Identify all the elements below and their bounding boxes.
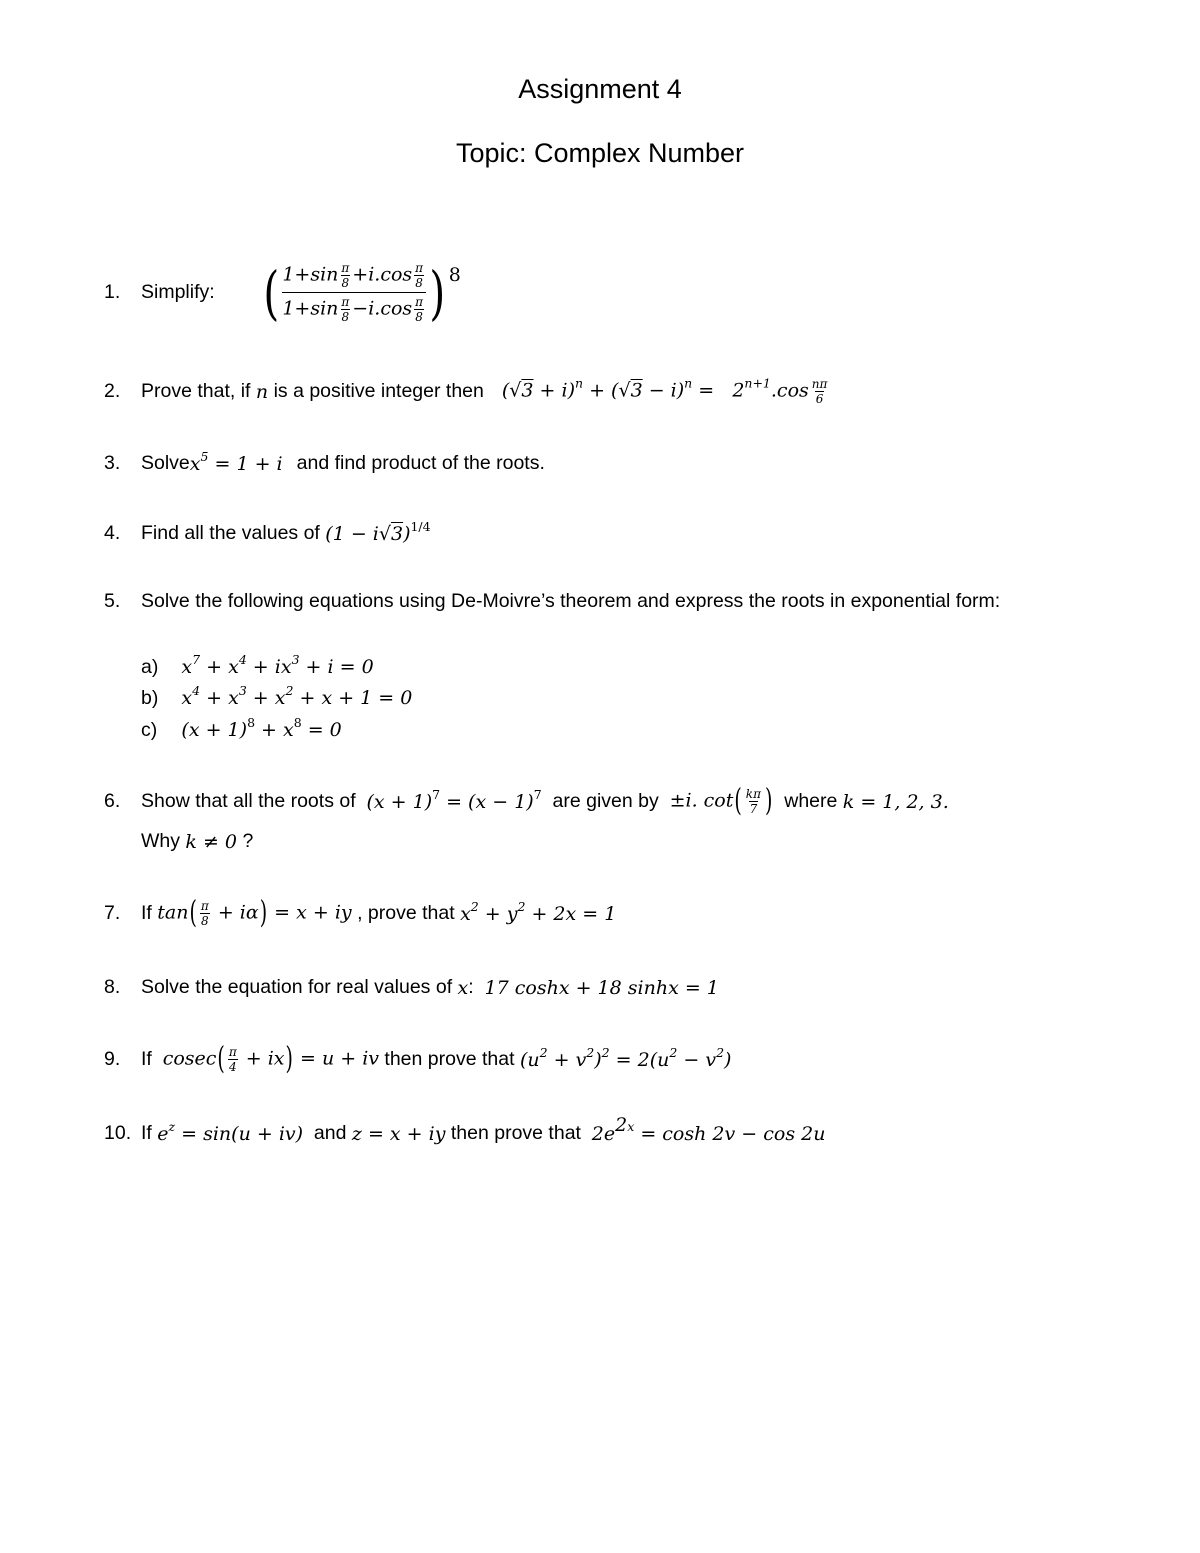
question-number: 6. — [104, 790, 121, 812]
question-3: 3. Solve $x^5 = 1 + i$ and find product of the roots. — [104, 448, 545, 475]
question-number: 1. — [104, 281, 121, 303]
equation: $(√3 + i)^n + (√3 - i)^n = 2^{n+1}.\cos$ $\frac{n\pi}{6}$ — [501, 375, 828, 406]
question-5-part-c: c) $(x + 1)^8 + x^8 = 0$ — [141, 715, 342, 741]
question-6: 6. Show that all the roots of $(x + 1)^7 = (x - 1)^7$ are given by ±i. cot( $\frac{k\pi}{7}$ ) where k = 1, 2, 3. — [104, 782, 949, 819]
question-number: 8. — [104, 976, 121, 998]
question-number: 10. — [104, 1122, 132, 1144]
question-number: 7. — [104, 902, 121, 924]
question-number: 3. — [104, 452, 121, 474]
page-subtitle: Topic: Complex Number — [455, 138, 745, 168]
question-5: 5. Solve the following equations using De-Moivre’s theorem and express the roots in exponential form: — [104, 590, 1001, 612]
question-1 — [104, 258, 461, 327]
simplify-fraction: 1+sin $\frac{\pi}{8}$ +i.cos $\frac{\pi}{8}$ 1+sin $\frac{\pi}{8}$ −i.cos $\frac{\pi}{8}$ — [282, 262, 426, 323]
right-paren: ) — [429, 258, 446, 327]
question-4: 4. Find all the values of $(1 - i√3)^{1/4}$ — [104, 518, 431, 545]
question-10: 10. If $e^z = \sin(u + iv)$ and z = x + iy then prove that $2e^{2x} = \cosh 2v - \cos 2u$ — [104, 1113, 826, 1145]
question-8: 8. Solve the equation for real values of x : 17 coshx + 18 sinhx = 1 — [104, 976, 719, 999]
question-7: 7. If tan( $\frac{\pi}{8}$ + iα) = x + iy , prove that $x^2 + y^2 + 2x = 1$ — [104, 894, 617, 931]
left-paren: ( — [263, 258, 279, 327]
question-text: Simplify: — [141, 281, 215, 303]
question-number: 5. — [104, 590, 121, 612]
expression: $(1 - i√3)^{1/4}$ — [325, 518, 431, 545]
equation: $x^5 = 1 + i$ — [189, 448, 283, 475]
page-title: Assignment 4 — [518, 74, 682, 104]
question-6-line-2: Why k ≠ 0 ? — [141, 830, 254, 853]
question-5-part-b: b) $x^4 + x^3 + x^2 + x + 1 = 0$ — [141, 683, 413, 709]
exponent: 8 — [448, 264, 461, 286]
question-number: 4. — [104, 522, 121, 544]
question-9: 9. If cosec( $\frac{\pi}{4}$ + ix) = u + iv then prove that $(u^2 + v^2)^2 = 2(u^2 - v^2)$ — [104, 1040, 732, 1077]
question-number: 2. — [104, 380, 121, 402]
question-2: 2. Prove that, if n is a positive integer then $(√3 + i)^n + (√3 - i)^n = 2^{n+1}.\cos$ $\frac{n\pi}{6}$ — [104, 378, 830, 405]
question-5-part-a: a) $x^7 + x^4 + ix^3 + i = 0$ — [141, 652, 374, 678]
question-number: 9. — [104, 1048, 121, 1070]
